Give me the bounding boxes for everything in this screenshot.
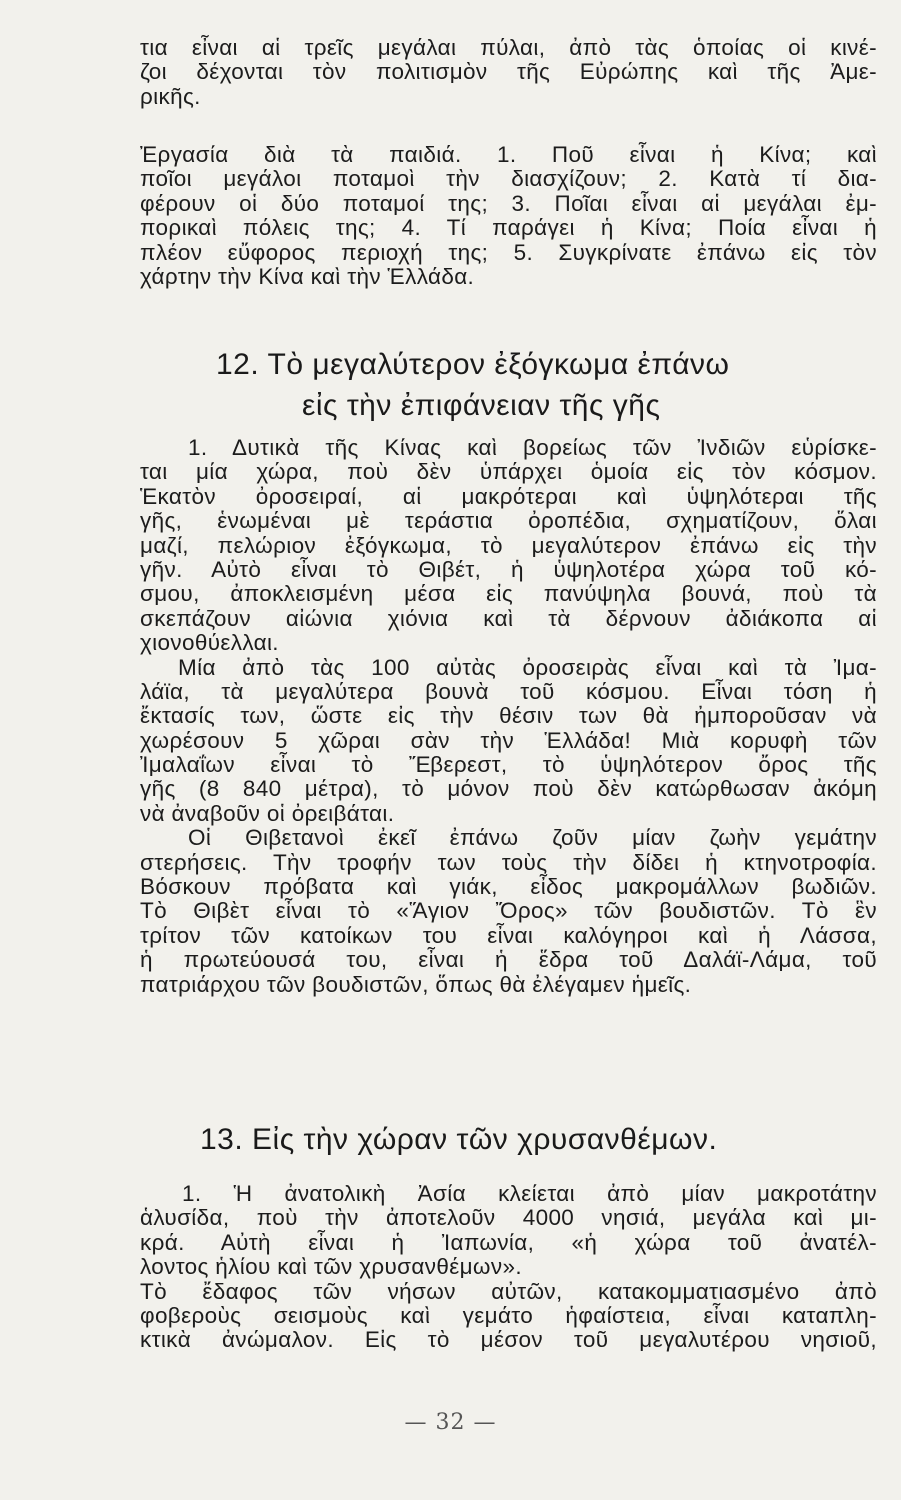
text-line: ται μία χώρα, ποὺ δὲν ὑπάρχει ὁμοία εἰς τὸν κόσμον. (140, 459, 877, 485)
text-line: φοβεροὺς σεισμοὺς καὶ γεμάτο ἡφαίστεια, εἶναι καταπλη- (140, 1302, 877, 1328)
text-line: τρίτον τῶν κατοίκων του εἶναι καλόγηροι καὶ ἡ Λάσσα, (140, 922, 877, 948)
text-line: στερήσεις. Τὴν τροφήν των τοὺς τὴν δίδει ἡ κτηνοτροφία. (140, 849, 877, 875)
text-line: γῆς, ἑνωμέναι μὲ τεράστια ὀροπέδια, σχηματίζουν, ὅλαι (140, 508, 877, 534)
section-13-title: 13. Εἰς τὴν χώραν τῶν χρυσανθέμων. (200, 1123, 718, 1156)
text-line: κτικὰ ἀνώμαλον. Εἰς τὸ μέσον τοῦ μεγαλυτέρου νησιοῦ, (140, 1327, 877, 1353)
text-line: Οἱ Θιβετανοὶ ἐκεῖ ἐπάνω ζοῦν μίαν ζωὴν γεμάτην (188, 825, 877, 851)
text-line: 1. Ἡ ἀνατολικὴ Ἀσία κλείεται ἀπὸ μίαν μακροτάτην (182, 1181, 877, 1206)
text-line: χιονοθύελλαι. (140, 630, 279, 656)
text-line: Ἑκατὸν ὀροσειραί, αἱ μακρότεραι καὶ ὑψηλότεραι τῆς (140, 483, 877, 509)
text-line: φέρουν οἱ δύο ποταμοί της; 3. Ποῖαι εἶναι αἱ μεγάλαι ἐμ- (140, 190, 877, 216)
text-line: χάρτην τὴν Κίνα καὶ τὴν Ἑλλάδα. (140, 263, 475, 289)
text-line: ἡ πρωτεύουσά του, εἶναι ἡ ἕδρα τοῦ Δαλάϊ-Λάμα, τοῦ (140, 947, 877, 973)
text-line: τια εἶναι αἱ τρεῖς μεγάλαι πύλαι, ἀπὸ τὰς ὁποίας οἱ κινέ- (140, 35, 877, 60)
text-line: λοντος ἡλίου καὶ τῶν χρυσανθέμων». (140, 1254, 522, 1280)
text-line: Μία ἀπὸ τὰς 100 αὐτὰς ὀροσειρὰς εἶναι καὶ τὰ Ἰμα- (178, 654, 877, 680)
text-line: πατριάρχου τῶν βουδιστῶν, ὅπως θὰ ἐλέγαμεν ἡμεῖς. (140, 971, 692, 997)
section-12-title-line-2: εἰς τὴν ἐπιφάνειαν τῆς γῆς (302, 389, 661, 422)
text-line: Τὸ ἔδαφος τῶν νήσων αὐτῶν, κατακομματιασμένο ἀπὸ (140, 1278, 877, 1304)
text-line: μαζί, πελώριον ἐξόγκωμα, τὸ μεγαλύτερον ἐπάνω εἰς τὴν (140, 532, 877, 558)
text-line: κρά. Αὐτὴ εἶναι ἡ Ἰαπωνία, «ἡ χώρα τοῦ ἀνατέλ- (140, 1229, 877, 1255)
section-12-body (140, 436, 877, 997)
text-line: 1. Δυτικὰ τῆς Κίνας καὶ βορείως τῶν Ἰνδιῶν εὑρίσκε- (188, 435, 877, 460)
text-line: Τὸ Θιβὲτ εἶναι τὸ «Ἅγιον Ὄρος» τῶν βουδιστῶν. Τὸ ἓν (140, 898, 877, 924)
text-line: Βόσκουν πρόβατα καὶ γιάκ, εἶδος μακρομάλλων βωδιῶν. (140, 874, 877, 900)
text-line: ἔκτασίς των, ὥστε εἰς τὴν θέσιν των θὰ ἠμποροῦσαν νὰ (140, 703, 877, 729)
section-13-body (140, 1182, 877, 1353)
text-line: ἁλυσίδα, ποὺ τὴν ἀποτελοῦν 4000 νησιά, μεγάλα καὶ μι- (140, 1205, 877, 1231)
text-line: Ἐργασία διὰ τὰ παιδιά. 1. Ποῦ εἶναι ἡ Κίνα; καὶ (140, 142, 877, 167)
exercise-paragraph (140, 143, 877, 289)
text-line: Ἰμαλαΐων εἶναι τὸ Ἔβερεστ, τὸ ὑψηλότερον ὄρος τῆς (140, 752, 877, 778)
text-line: ρικῆς. (140, 83, 201, 109)
text-line: σκεπάζουν αἰώνια χιόνια καὶ τὰ δέρνουν ἀδιάκοπα αἱ (140, 605, 877, 631)
section-12-title-line-1: 12. Τὸ μεγαλύτερον ἐξόγκωμα ἐπάνω (216, 348, 730, 381)
intro-paragraph (140, 36, 877, 109)
text-line: γῆν. Αὐτὸ εἶναι τὸ Θιβέτ, ἡ ὑψηλοτέρα χώρα τοῦ κό- (140, 556, 877, 582)
text-line: γῆς (8 840 μέτρα), τὸ μόνον ποὺ δὲν κατώρθωσαν ἀκόμη (140, 776, 877, 802)
text-line: ζοι δέχονται τὸν πολιτισμὸν τῆς Εὐρώπης καὶ τῆς Ἀμε- (140, 59, 877, 85)
text-line: σμου, ἀποκλεισμένη μέσα εἰς πανύψηλα βουνά, ποὺ τὰ (140, 581, 877, 607)
text-line: ποῖοι μεγάλοι ποταμοὶ τὴν διασχίζουν; 2. Κατὰ τί δια- (140, 166, 877, 192)
text-line: πορικαὶ πόλεις της; 4. Τί παράγει ἡ Κίνα; Ποία εἶναι ἡ (140, 215, 877, 241)
text-line: πλέον εὔφορος περιοχή της; 5. Συγκρίνατε ἐπάνω εἰς τὸν (140, 239, 877, 265)
text-line: χωρέσουν 5 χῶραι σὰν τὴν Ἑλλάδα! Μιὰ κορυφὴ τῶν (140, 727, 877, 753)
page-number: — 32 — (404, 1410, 497, 1435)
text-line: λάϊα, τὰ μεγαλύτερα βουνὰ τοῦ κόσμου. Εἶναι τόση ἡ (140, 678, 877, 704)
text-line: νὰ ἀναβοῦν οἱ ὀρειβάται. (140, 800, 395, 826)
